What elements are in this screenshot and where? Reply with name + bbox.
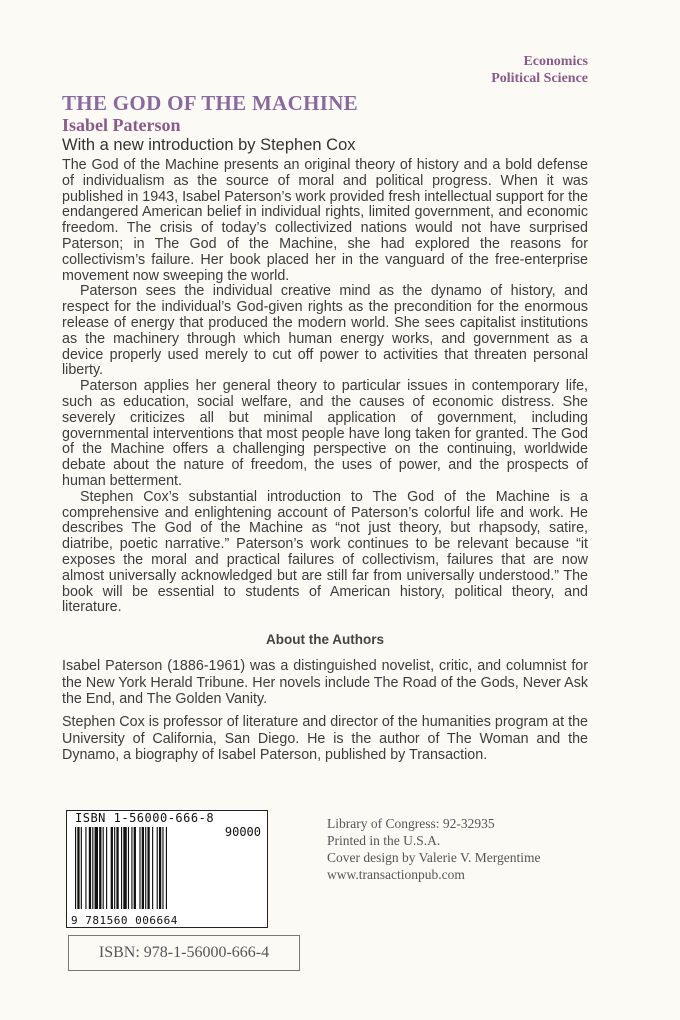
printed-in: Printed in the U.S.A.	[327, 833, 441, 848]
about-authors-heading: About the Authors	[266, 632, 384, 647]
book-author: Isabel Paterson	[62, 115, 181, 135]
publisher-info	[327, 815, 540, 883]
bio-text: Isabel Paterson (1886-1961) was a distinguished novelist, critic, and columnist for the New York Herald Tribune. Her novels include The Road of the Gods, Never Ask the End, and The Golden Vanity.	[62, 658, 588, 707]
bio-text: Stephen Cox is professor of literature and director of the humanities program at the University of California, San Diego. He is the author of The Woman and the Dynamo, a biography of Isabel Paterson, published by Transaction.	[62, 714, 588, 763]
book-title: THE GOD OF THE MACHINE	[62, 91, 358, 115]
isbn13-box: ISBN: 978-1-56000-666-4	[68, 935, 300, 971]
ean-digits: 9 781560 006664	[71, 914, 178, 927]
category-economics: Economics	[523, 54, 588, 69]
loc-number: Library of Congress: 92-32935	[327, 816, 495, 831]
bio-cox	[62, 714, 588, 764]
description-body	[62, 158, 588, 616]
description-paragraph: Paterson sees the individual creative mind as the dynamo of history, and respect for the individual’s God-given rights as the precondition for the enormous release of energy that produced the modern world. She sees capitalist institutions as the machinery through which human energy works, and government as a device properly used merely to cut off power to activities that threaten personal liberty.	[62, 283, 588, 379]
description-paragraph: The God of the Machine presents an original theory of history and a bold defense of individualism as the source of moral and political progress. When it was published in 1943, Isabel Paterson’s work provided fresh intellectual support for the endangered American belief in individual rights, limited government, and economic freedom. The crisis of today’s collectivized nations would not have surprised Paterson; in The God of the Machine, she had explored the reasons for collectivism’s failure. Her book placed her in the vanguard of the free-enterprise movement now sweeping the world.	[62, 157, 588, 284]
publisher-website: www.transactionpub.com	[327, 867, 465, 882]
barcode-bars-icon	[73, 827, 203, 911]
barcode	[66, 810, 268, 928]
category-political-science: Political Science	[491, 71, 588, 86]
price-code: 90000	[224, 825, 261, 839]
description-paragraph: Paterson applies her general theory to particular issues in contemporary life, such as education, social welfare, and the causes of economic distress. She severely criticizes all but minimal application of government, including governmental interventions that most people have long taken for granted. The God of the Machine offers a challenging perspective on the continuing, worldwide debate about the nature of freedom, the uses of power, and the prospects of human betterment.	[62, 378, 588, 489]
introduction-credit: With a new introduction by Stephen Cox	[62, 136, 356, 154]
bio-paterson	[62, 658, 588, 708]
isbn10-label: ISBN 1-56000-666-8	[75, 811, 215, 825]
description-paragraph: Stephen Cox’s substantial introduction to The God of the Machine is a comprehensive and enlightening account of Paterson’s colorful life and work. He describes The God of the Machine as “not just theory, but rhapsody, satire, diatribe, poetic narrative.” Paterson’s work continues to be relevant because “it exposes the moral and practical failures of collectivism, failures that are now almost universally acknowledged but are still far from universally understood.” The book will be essential to students of American history, political theory, and literature.	[62, 488, 588, 616]
subject-categories	[491, 53, 588, 87]
cover-design-credit: Cover design by Valerie V. Mergentime	[327, 850, 541, 865]
